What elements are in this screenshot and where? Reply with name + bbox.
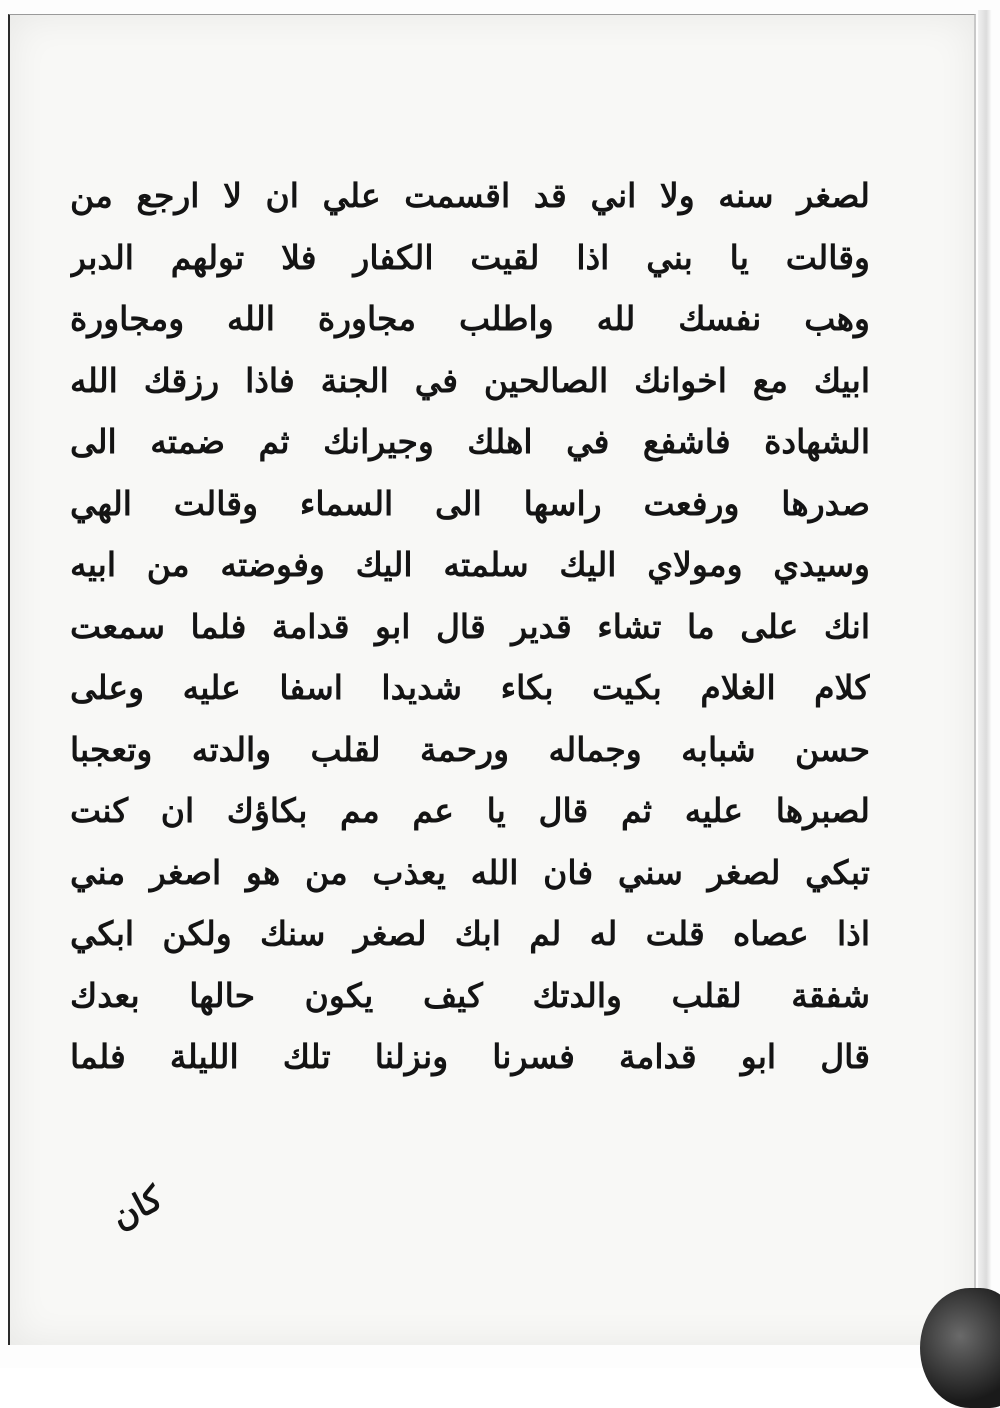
manuscript-line: قال ابو قدامة فسرنا ونزلنا تلك الليلة فلما <box>70 1037 870 1076</box>
page-edge <box>978 10 992 1350</box>
manuscript-line: لصبرها عليه ثم قال يا عم مم بكاؤك ان كنت <box>70 791 870 830</box>
manuscript-line: كلام الغلام بكيت بكاء شديدا اسفا عليه وعلى <box>70 668 870 707</box>
manuscript-line: شفقة لقلب والدتك كيف يكون حالها بعدك <box>70 975 870 1015</box>
manuscript-line: وقالت يا بني اذا لقيت الكفار فلا تولهم الدبر <box>70 237 870 277</box>
manuscript-line: وسيدي ومولاي اليك سلمته اليك وفوضته من ابيه <box>70 545 870 584</box>
manuscript-text-block <box>70 165 870 1088</box>
manuscript-line: ابيك مع اخوانك الصالحين في الجنة فاذا رزقك الله <box>70 360 870 400</box>
manuscript-line: تبكي لصغر سني فان الله يعذب من هو اصغر مني <box>70 852 870 892</box>
manuscript-line: اذا عصاه قلت له لم ابك لصغر سنك ولكن ابكي <box>70 914 870 953</box>
manuscript-page <box>8 14 976 1345</box>
manuscript-line: صدرها ورفعت راسها الى السماء وقالت الهي <box>70 483 870 523</box>
manuscript-line: الشهادة فاشفع في اهلك وجيرانك ثم ضمته الى <box>70 422 870 461</box>
manuscript-line: حسن شبابه وجماله ورحمة لقلب والدته وتعجبا <box>70 729 870 769</box>
catchword: كان <box>104 1178 170 1238</box>
manuscript-line: وهب نفسك لله واطلب مجاورة الله ومجاورة <box>70 299 870 338</box>
manuscript-line: لصغر سنه ولا اني قد اقسمت علي ان لا ارجع من <box>70 176 870 215</box>
manuscript-line: انك على ما تشاء قدير قال ابو قدامة فلما سمعت <box>70 606 870 646</box>
